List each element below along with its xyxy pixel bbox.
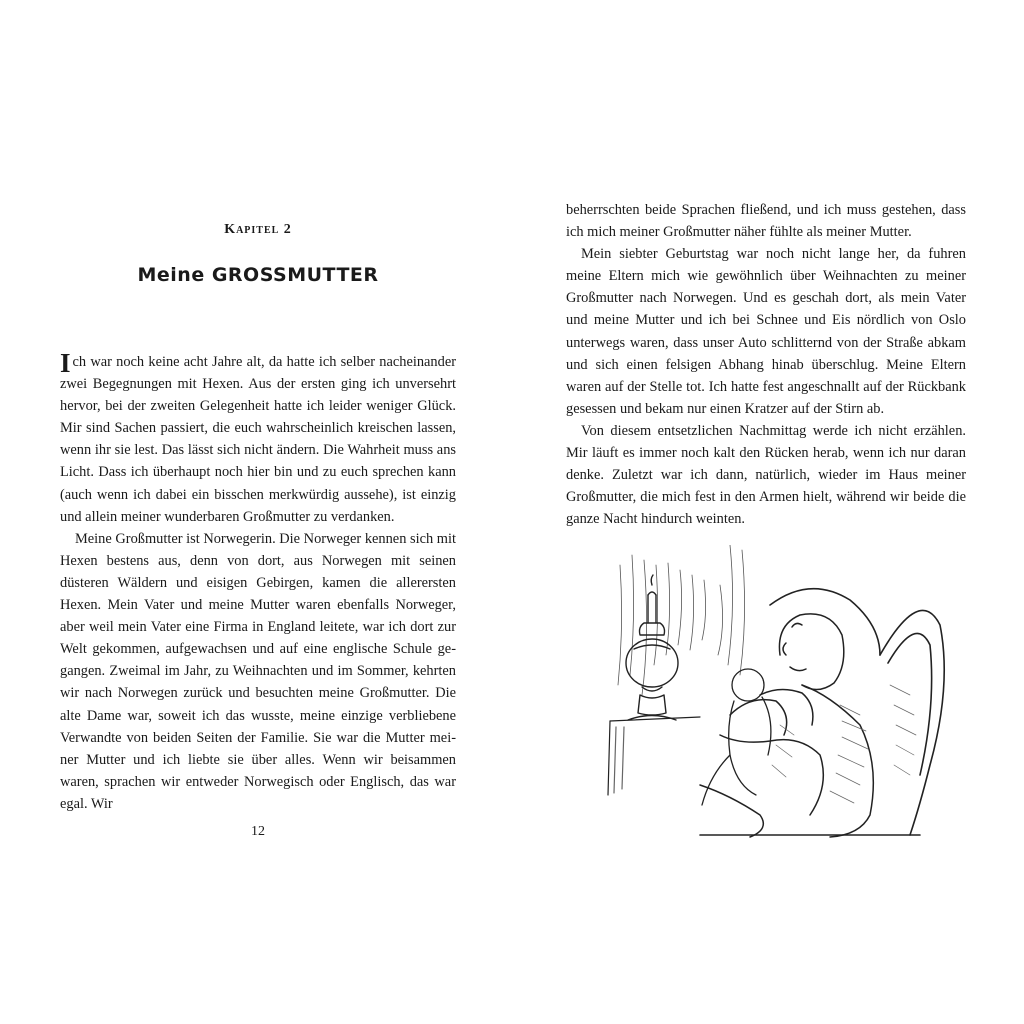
paragraph	[60, 348, 456, 528]
paragraph: beherrschten beide Sprachen fließend, und ich muss gestehen, dass ich mich meiner Großmutter näher fühlte als meiner Mutter.	[566, 202, 966, 241]
right-body-text	[566, 199, 966, 530]
grandmother-illustration	[580, 545, 964, 845]
shading-hatching	[772, 685, 916, 803]
paragraph: Von diesem entsetzlichen Nachmittag werde ich nicht erzählen. Mir läuft es immer noch kalt den Rücken herab, wenn ich nur daran denke. Zuletzt war ich dann, natürlich, wieder im Haus meiner Großmutter, die mich fest in den Armen hielt, während wir beide die ganze Nacht hindurch weinten.	[566, 422, 966, 528]
curtain-hatching	[618, 545, 745, 695]
right-page	[566, 0, 966, 1024]
left-body-text	[60, 348, 456, 815]
drop-cap: I	[60, 348, 71, 378]
paragraph: Mein siebter Geburtstag war noch nicht lange her, da fuhren meine Eltern mich wie gewöhnlich über Weihnachten zu meiner Großmutter nach Norwegen. Und es geschah dort, als mein Vater und meine Mutter und ich bei Schnee und Eis nördlich von Oslo unterwegs waren, dass unser Auto schlitternd von der Straße abkam und sich einen felsigen Abhang hinab überschlug. Meine Eltern waren auf der Stelle tot. Ich hatte fest angeschnallt auf der Rückbank gesessen und bekam nur einen Kratzer auf der Stirn ab.	[566, 246, 966, 417]
child-figure	[702, 669, 771, 805]
side-table	[608, 717, 700, 795]
chapter-title: Meine GROSSMUTTER	[137, 264, 379, 286]
page-number: 12	[251, 824, 265, 839]
chapter-label: Kapitel 2	[224, 222, 292, 237]
paragraph: Meine Großmutter ist Norwegerin. Die Norweger kennen sich mit Hexen bestens aus, denn von dort, aus Norwegen mit seinen düsteren Wäldern und eisigen Gebirgen, kamen die allerersten Hexen. Mein Vater und meine Mutter waren ebenfalls Norweger, aber weil mein Vater eine Firma in England leitete, war ich dort zur Welt gekommen, aufgewachsen und auf eine englische Schule gegangen. Zweimal im Jahr, zu Weihnachten und im Sommer, kehrten wir nach Norwegen zurück und besuchten meine Großmutter. Die alte Dame war, soweit ich das wusste, meine einzige verbliebene Verwandte von beiden Seiten der Familie. Sie war die Mutter meiner Mutter und ich liebte sie über alles. Wenn wir beisammen waren, sprachen wir entweder Norwegisch oder Englisch, das war egal. Wir	[60, 530, 456, 812]
left-page	[60, 0, 456, 1024]
grandmother-figure	[700, 614, 873, 837]
paragraph-text: ch war noch keine acht Jahre alt, da hatte ich selber nacheinander zwei Begegnungen mit Hexen. Aus der ersten ging ich unversehrt hervor, bei der zweiten Gelegenheit hatte ich leider weniger Glück. Mir sind Sachen passiert, die euch wahrscheinlich kreischen lassen, wenn ihr sie lest. Das lässt sich nicht ändern. Die Wahrheit muss ans Licht. Dass ich überhaupt noch hier bin und zu euch sprechen kann (auch wenn ich dabei ein bisschen merkwürdig aussehe), ist einzig und allein meiner wunderbaren Großmutter zu verdanken.	[60, 354, 456, 525]
